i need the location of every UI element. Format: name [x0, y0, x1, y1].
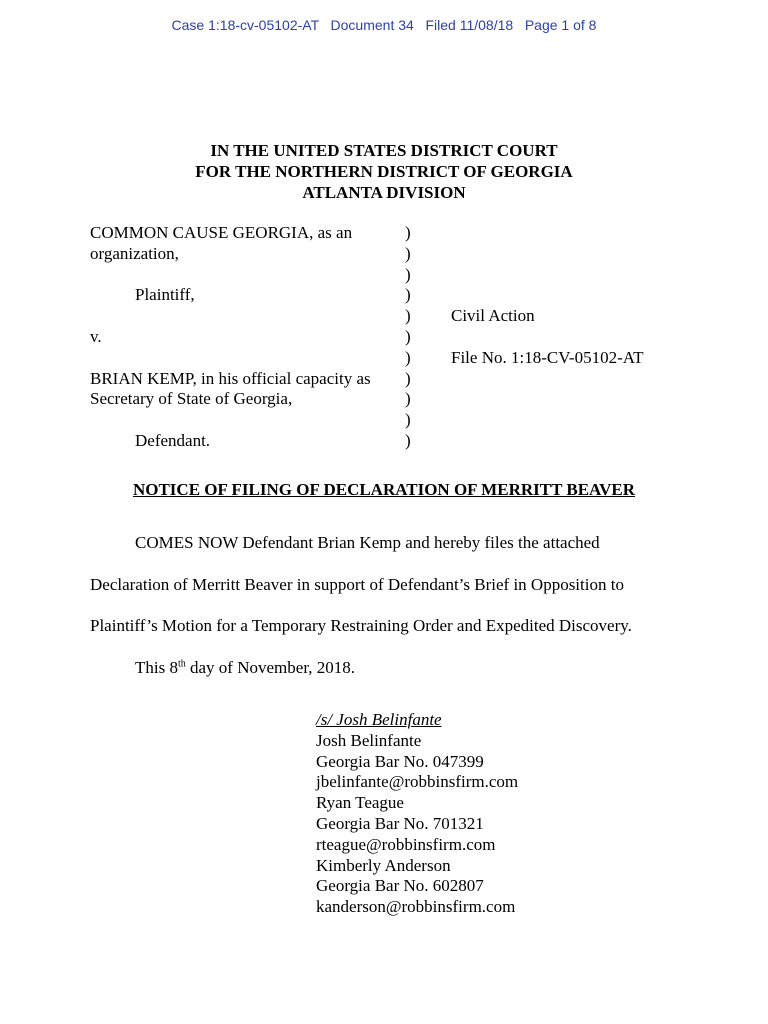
- signature-email: rteague@robbinsfirm.com: [316, 834, 496, 854]
- signature-line: Georgia Bar No. 602807: [316, 876, 484, 896]
- caption-paren: ): [405, 326, 411, 346]
- plaintiff-role: Plaintiff,: [135, 285, 195, 305]
- court-heading: [0, 140, 768, 203]
- caption-parentheses: [405, 223, 419, 452]
- plaintiff-name-line-1: COMMON CAUSE GEORGIA, as an: [90, 223, 353, 242]
- notice-title: NOTICE OF FILING OF DECLARATION OF MERRITT BEAVER: [132, 480, 636, 499]
- caption-paren: ): [405, 223, 411, 242]
- caption-paren: ): [405, 264, 411, 284]
- electronic-signature: /s/ Josh Belinfante: [316, 710, 442, 729]
- versus-label: v.: [90, 326, 102, 346]
- caption-spacer: [90, 410, 400, 431]
- defendant-role: Defendant.: [135, 430, 211, 450]
- plaintiff-name-line-2: organization,: [90, 243, 179, 263]
- defendant-name-line-2: Secretary of State of Georgia,: [90, 389, 293, 409]
- caption-paren: ): [405, 243, 411, 263]
- caption-paren: ): [405, 430, 411, 450]
- notice-body: [90, 522, 690, 688]
- signature-line: Georgia Bar No. 701321: [316, 813, 484, 833]
- caption-spacer: [90, 348, 400, 369]
- caption-paren: ): [405, 347, 411, 367]
- date-ordinal-suffix: th: [177, 657, 186, 669]
- signature-line: Ryan Teague: [316, 793, 404, 813]
- signature-line: Georgia Bar No. 047399: [316, 751, 484, 771]
- defendant-name-line-1: BRIAN KEMP, in his official capacity as: [90, 368, 371, 388]
- caption-paren: ): [405, 368, 411, 388]
- caption-case-info: [451, 223, 711, 369]
- signature-block: [316, 710, 636, 918]
- caption-parties: [90, 223, 400, 452]
- date-prefix: This 8: [135, 657, 178, 677]
- body-line-2: Declaration of Merritt Beaver in support of Defendant’s Brief in Opposition to: [90, 574, 624, 594]
- caption-paren: ): [405, 389, 411, 409]
- caption-paren: ): [405, 306, 411, 326]
- body-line-3: Plaintiff’s Motion for a Temporary Restraining Order and Expedited Discovery.: [90, 616, 632, 635]
- signature-email: kanderson@robbinsfirm.com: [316, 897, 516, 917]
- court-heading-line-1: IN THE UNITED STATES DISTRICT COURT: [210, 141, 558, 160]
- signature-line: Kimberly Anderson: [316, 855, 451, 875]
- case-header-stamp: Case 1:18-cv-05102-AT Document 34 Filed 11/08/18 Page 1 of 8: [171, 17, 597, 33]
- court-heading-line-3: ATLANTA DIVISION: [302, 183, 466, 202]
- date-line: [90, 647, 690, 689]
- date-rest: day of November, 2018.: [185, 657, 356, 677]
- court-heading-line-2: FOR THE NORTHERN DISTRICT OF GEORGIA: [195, 162, 573, 181]
- signature-line: Josh Belinfante: [316, 730, 422, 750]
- caption-spacer: [90, 306, 400, 327]
- caption-paren: ): [405, 410, 411, 430]
- caption-paren: ): [405, 285, 411, 305]
- civil-action-label: Civil Action: [451, 306, 535, 326]
- signature-email: jbelinfante@robbinsfirm.com: [316, 772, 519, 792]
- caption-spacer: [90, 265, 400, 286]
- body-line-1: COMES NOW Defendant Brian Kemp and hereby files the attached: [135, 533, 600, 552]
- file-number: File No. 1:18-CV-05102-AT: [451, 347, 644, 367]
